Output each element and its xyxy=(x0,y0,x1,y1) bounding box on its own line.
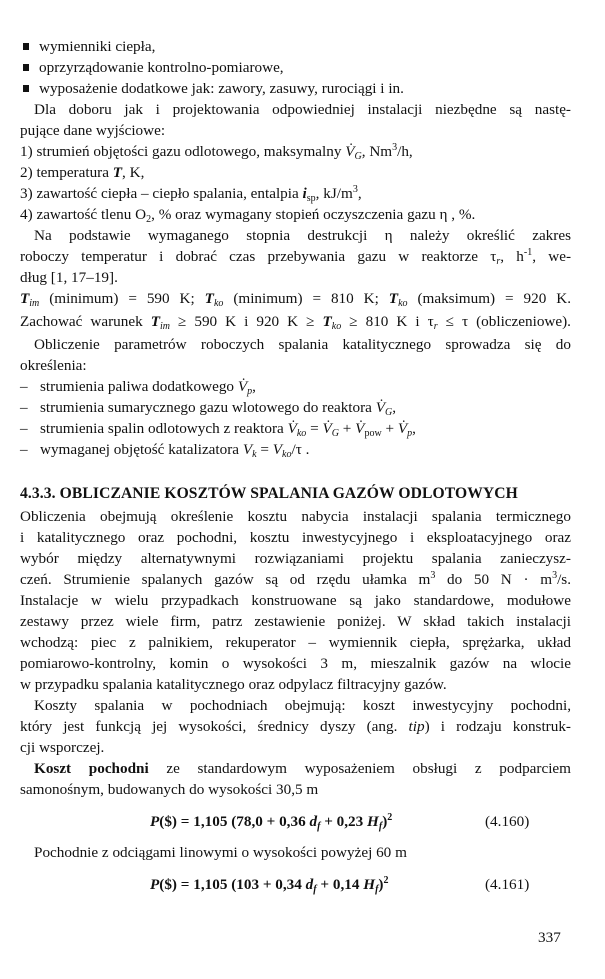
text-run: 3 xyxy=(430,570,436,581)
text-run: Instalacje w wielu przypadkach konstruowane są jako standardowe, modułowe xyxy=(20,592,571,609)
text-run: wymienniki ciepła, xyxy=(39,38,156,55)
text-run: tip xyxy=(408,718,425,735)
equation xyxy=(20,804,571,839)
bullet-icon xyxy=(23,64,29,71)
text-run: Pochodnie z odciągami linowymi o wysokości powyżej 60 m xyxy=(34,844,407,861)
text-run: 2) temperatura xyxy=(20,164,113,181)
text-run: ko xyxy=(213,298,224,309)
text-line xyxy=(20,183,571,204)
text-line xyxy=(20,737,571,758)
text-run: dług [1, 17–19]. xyxy=(20,269,118,286)
text-run: d xyxy=(309,813,318,830)
text-run: ko xyxy=(282,449,292,460)
section-heading xyxy=(20,483,571,504)
text-run: 2 xyxy=(387,812,393,823)
text-run: i katalitycznego oraz pochodni, kosztu inwestycyjnego i eksploatacyjnego oraz xyxy=(20,529,571,546)
text-run: 2 xyxy=(383,875,389,886)
bullet-icon xyxy=(23,85,29,92)
text-run: czeń. Strumienie spalanych gazów są od rzędu ułamka m xyxy=(20,571,431,588)
text-run: ($) = 1,105 (78,0 + 0,36 xyxy=(159,813,310,830)
page-number: 337 xyxy=(538,929,561,946)
text-line xyxy=(20,569,571,590)
text-run: Obliczenie parametrów roboczych spalania katalitycznego sprowadza się do xyxy=(34,336,571,353)
text-run: Zachować warunek xyxy=(20,313,151,330)
text-run: Obliczenia obejmują określenie kosztu nabycia instalacji spalania termicznego xyxy=(20,508,571,525)
text-run: Dla doboru jak i projektowania odpowiedniej instalacji niezbędne są nastę- xyxy=(34,101,571,118)
list-item xyxy=(20,439,571,460)
list-item xyxy=(20,418,571,439)
text-run: V̇ xyxy=(355,420,365,437)
text-run: , K, xyxy=(122,164,145,181)
document-body xyxy=(20,36,571,902)
text-line xyxy=(20,590,571,611)
text-run: roboczy temperatur i dobrać czas przebywania gazu w reaktorze τ xyxy=(20,248,497,265)
text-run: + 0,14 xyxy=(316,876,364,893)
text-run: T xyxy=(20,290,30,307)
text-run: , xyxy=(412,420,416,437)
text-run: i xyxy=(302,185,307,202)
text-run: zestawy przez wiele firm, patrz zestawienie poniżej. W skład takich instalacji xyxy=(20,613,571,630)
equation-body xyxy=(150,804,392,839)
text-run: , h xyxy=(500,248,524,265)
text-run: G xyxy=(331,428,339,439)
text-run: V xyxy=(242,441,253,458)
text-run: w przypadku spalania katalitycznego oraz odpylacz filtracyjny gazów. xyxy=(20,676,447,693)
text-run: 3) zawartość ciepła – ciepło spalania, entalpia xyxy=(20,185,303,202)
text-run: ) xyxy=(378,876,384,893)
equation-number: (4.161) xyxy=(485,876,530,893)
text-run: T xyxy=(204,290,214,307)
text-run: ≤ τ (obliczeniowe). xyxy=(437,313,571,330)
text-run: ($) = 1,105 (103 + 0,34 xyxy=(159,876,306,893)
text-run: cji wsporczej. xyxy=(20,739,105,756)
bullet-icon xyxy=(23,43,29,50)
text-run: + xyxy=(381,420,398,437)
list-item xyxy=(20,78,571,99)
dash-icon: – xyxy=(20,378,28,395)
text-run: V̇ xyxy=(322,420,332,437)
text-line xyxy=(20,288,571,309)
text-line xyxy=(20,842,571,863)
text-line xyxy=(20,99,571,120)
dash-icon: – xyxy=(20,420,28,437)
equation-body xyxy=(150,867,388,902)
equation xyxy=(20,867,571,902)
text-run: ) xyxy=(382,813,388,830)
text-run: samonośnym, budowanych do wysokości 30,5 m xyxy=(20,781,319,798)
text-run: 1) strumień objętości gazu odlotowego, maksymalny xyxy=(20,143,346,160)
text-run: /s. xyxy=(557,571,571,588)
text-run: 3 xyxy=(352,184,358,195)
text-run: G xyxy=(354,151,362,162)
text-run: /τ . xyxy=(291,441,310,458)
text-line xyxy=(20,674,571,695)
text-line xyxy=(20,527,571,548)
text-line xyxy=(20,506,571,527)
text-run: 2 xyxy=(146,214,152,225)
text-line xyxy=(20,204,571,225)
text-run: ko xyxy=(331,321,342,332)
text-run: strumienia spalin odlotowych z reaktora xyxy=(40,420,288,437)
text-run: ze standardowym wyposażeniem obsługi z podparciem xyxy=(148,760,571,777)
text-run: sp xyxy=(306,193,316,204)
text-run: , kJ/m xyxy=(315,185,353,202)
text-run: G xyxy=(384,407,393,418)
text-run: wymaganej objętość katalizatora xyxy=(40,441,243,458)
text-run: im xyxy=(160,321,170,332)
list-item xyxy=(20,36,571,57)
text-line xyxy=(20,653,571,674)
text-run: V xyxy=(272,441,283,458)
text-line xyxy=(20,141,571,162)
text-run: H xyxy=(367,813,379,830)
text-run: , % oraz wymagany stopień oczyszczenia gazu η , %. xyxy=(151,206,476,223)
text-run: f xyxy=(375,884,379,895)
text-run: V̇ xyxy=(345,143,355,160)
text-line xyxy=(20,695,571,716)
text-line xyxy=(20,120,571,141)
list-item xyxy=(20,376,571,397)
text-line xyxy=(20,632,571,653)
text-run: pow xyxy=(364,428,382,439)
text-line xyxy=(20,758,571,779)
text-run: Na podstawie wymaganego stopnia destrukcji η należy określić zakres xyxy=(34,227,571,244)
text-run: = xyxy=(306,420,323,437)
text-run: V̇ xyxy=(397,420,408,437)
text-run: -1 xyxy=(523,247,533,258)
text-run: f xyxy=(378,821,383,832)
text-run: 4.3.3. OBLICZANIE KOSZTÓW SPALANIA GAZÓW ODLOTOWYCH xyxy=(20,485,518,502)
text-run: , xyxy=(252,378,256,395)
text-run: V̇ xyxy=(287,420,297,437)
text-run: f xyxy=(313,884,317,895)
text-line xyxy=(20,355,571,376)
text-run: d xyxy=(305,876,314,893)
text-run: Koszt pochodni xyxy=(34,760,149,777)
text-run: k xyxy=(252,449,257,460)
text-run: r xyxy=(496,256,501,267)
text-line xyxy=(20,246,571,267)
text-run: (maksimum) = 920 K. xyxy=(407,290,571,307)
text-run: ≥ 590 K i 920 K ≥ xyxy=(170,313,323,330)
text-run: f xyxy=(317,821,321,832)
text-line xyxy=(20,311,571,332)
text-line xyxy=(20,225,571,246)
text-run: ) i rodzaju konstruk- xyxy=(424,718,571,735)
text-run: Koszty spalania w pochodniach obejmują: koszt inwestycyjny pochodni, xyxy=(34,697,571,714)
text-run: P xyxy=(150,876,160,893)
text-run: , xyxy=(357,185,362,202)
list-item xyxy=(20,57,571,78)
text-run: H xyxy=(363,876,376,893)
text-run: , Nm xyxy=(361,143,393,160)
text-run: P xyxy=(150,813,160,830)
text-run: do 50 N · m xyxy=(435,571,553,588)
text-run: , we- xyxy=(532,248,571,265)
text-run: strumienia sumarycznego gazu wlotowego do reaktora xyxy=(40,399,376,416)
text-run: + 0,23 xyxy=(320,813,368,830)
text-run: określenia: xyxy=(20,357,87,374)
text-run: /h, xyxy=(397,143,413,160)
text-run: wchodzą: piec z palnikiem, rekuperator – wymiennik ciepła, sprężarka, układ xyxy=(20,634,571,651)
text-run: 4) zawartość tlenu O xyxy=(20,206,147,223)
text-run: p xyxy=(247,386,253,397)
text-run: ko xyxy=(398,298,408,309)
equation-number: (4.160) xyxy=(485,813,530,830)
text-run: ≥ 810 K i τ xyxy=(341,313,434,330)
text-run: , xyxy=(392,399,397,416)
text-line xyxy=(20,334,571,355)
text-run: który jest funkcją jej wysokości, średnicy dyszy (ang. xyxy=(20,718,409,735)
text-run: r xyxy=(433,321,438,332)
text-line xyxy=(20,548,571,569)
dash-icon: – xyxy=(20,441,28,458)
text-run: V̇ xyxy=(375,399,385,416)
dash-icon: – xyxy=(20,399,28,416)
text-run: ko xyxy=(296,428,307,439)
text-line xyxy=(20,611,571,632)
text-run: T xyxy=(150,313,160,330)
text-run: oprzyrządowanie kontrolno-pomiarowe, xyxy=(39,59,284,76)
text-run: + xyxy=(339,420,356,437)
text-run: p xyxy=(407,428,413,439)
text-line xyxy=(20,716,571,737)
text-line xyxy=(20,267,571,288)
text-run: wybór między alternatywnymi rozwiązaniami projektu spalania zanieczysz- xyxy=(20,550,571,567)
text-run: wyposażenie dodatkowe jak: zawory, zasuwy, rurociągi i in. xyxy=(39,80,404,97)
text-run: T xyxy=(388,290,399,307)
text-run: (minimum) = 810 K; xyxy=(223,290,389,307)
text-run: V̇ xyxy=(237,378,248,395)
text-run: = xyxy=(256,441,273,458)
text-run: 3 xyxy=(552,570,558,581)
text-run: (minimum) = 590 K; xyxy=(39,290,205,307)
text-run: 3 xyxy=(392,142,398,153)
list-item xyxy=(20,397,571,418)
text-line xyxy=(20,779,571,800)
text-run: im xyxy=(29,298,40,309)
text-run: strumienia paliwa dodatkowego xyxy=(40,378,238,395)
text-run: T xyxy=(112,164,123,181)
text-run: T xyxy=(322,313,332,330)
text-line xyxy=(20,162,571,183)
text-run: pujące dane wyjściowe: xyxy=(20,122,166,139)
text-run: pomiarowo-kontrolny, komin o wysokości 3 m, mieszalnik gazów na wlocie xyxy=(20,655,571,672)
